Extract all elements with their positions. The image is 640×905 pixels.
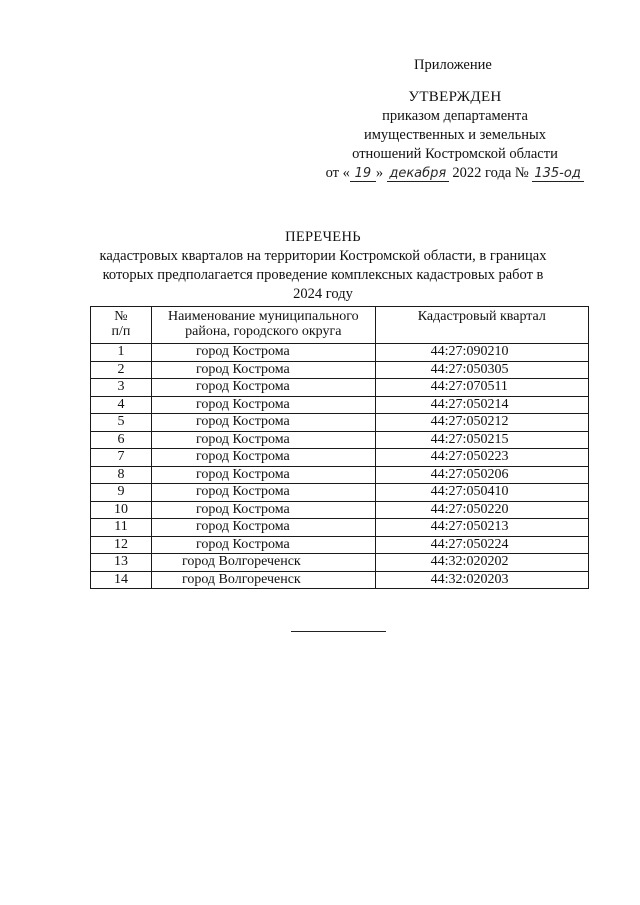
order-line-2: имущественных и земельных xyxy=(363,127,546,143)
row-name: город Кострома xyxy=(151,344,375,362)
header-name xyxy=(151,307,375,344)
row-name: город Кострома xyxy=(151,484,375,502)
row-name: город Волгореченск xyxy=(151,554,375,572)
date-year: 2022 года № xyxy=(452,165,529,181)
row-code: 44:27:050215 xyxy=(375,431,588,449)
row-code: 44:27:090210 xyxy=(375,344,588,362)
row-code: 44:27:050223 xyxy=(375,449,588,467)
row-name: город Кострома xyxy=(151,449,375,467)
row-num: 11 xyxy=(91,519,152,537)
table-row xyxy=(91,571,589,589)
row-num: 8 xyxy=(91,466,152,484)
row-name: город Волгореченск xyxy=(151,571,375,589)
row-code: 44:27:050224 xyxy=(375,536,588,554)
table-row xyxy=(91,466,589,484)
document-title xyxy=(88,228,558,304)
header-name-line-1: Наименование муниципального xyxy=(167,309,359,324)
table-row xyxy=(91,519,589,537)
approved-label: УТВЕРЖДЕН xyxy=(408,89,502,105)
table-row xyxy=(91,484,589,502)
order-line-3: отношений Костромской области xyxy=(352,146,558,162)
title-line-1: кадастровых кварталов на территории Костромской области, в границах xyxy=(99,248,547,264)
title-heading: ПЕРЕЧЕНЬ xyxy=(285,229,361,245)
table-row xyxy=(91,344,589,362)
table-row xyxy=(91,379,589,397)
header-name-line-2: района, городского округа xyxy=(185,324,342,339)
table-row xyxy=(91,501,589,519)
date-mid: » xyxy=(375,165,384,181)
row-num: 14 xyxy=(91,571,152,589)
date-prefix: от « xyxy=(325,165,350,181)
handwritten-month: декабря xyxy=(387,166,449,182)
row-code: 44:27:050220 xyxy=(375,501,588,519)
row-name: город Кострома xyxy=(151,536,375,554)
title-line-3: 2024 году xyxy=(293,286,353,302)
row-name: город Кострома xyxy=(151,396,375,414)
row-num: 13 xyxy=(91,554,152,572)
header-num-line-2: п/п xyxy=(111,324,131,339)
row-num: 7 xyxy=(91,449,152,467)
order-date-line xyxy=(320,164,590,183)
row-code: 44:27:050214 xyxy=(375,396,588,414)
row-name: город Кострома xyxy=(151,466,375,484)
row-num: 12 xyxy=(91,536,152,554)
table-body xyxy=(91,344,589,589)
header-num xyxy=(91,307,152,344)
table-row xyxy=(91,414,589,432)
row-name: город Кострома xyxy=(151,501,375,519)
header-num-line-1: № xyxy=(114,309,128,324)
table-row xyxy=(91,431,589,449)
row-name: город Кострома xyxy=(151,431,375,449)
table-row xyxy=(91,449,589,467)
row-name: город Кострома xyxy=(151,519,375,537)
header-code-label: Кадастровый квартал xyxy=(417,309,546,324)
row-code: 44:27:070511 xyxy=(375,379,588,397)
table-header-row xyxy=(91,307,589,344)
row-num: 3 xyxy=(91,379,152,397)
row-name: город Кострома xyxy=(151,379,375,397)
row-code: 44:32:020202 xyxy=(375,554,588,572)
closing-separator-line xyxy=(291,631,386,632)
order-line-1: приказом департамента xyxy=(382,108,528,124)
row-name: город Кострома xyxy=(151,414,375,432)
header-code xyxy=(375,307,588,344)
row-num: 5 xyxy=(91,414,152,432)
table-row xyxy=(91,536,589,554)
row-code: 44:32:020203 xyxy=(375,571,588,589)
handwritten-day: 19 xyxy=(350,166,376,182)
row-num: 6 xyxy=(91,431,152,449)
row-code: 44:27:050213 xyxy=(375,519,588,537)
table-row xyxy=(91,361,589,379)
row-num: 9 xyxy=(91,484,152,502)
row-code: 44:27:050212 xyxy=(375,414,588,432)
row-num: 4 xyxy=(91,396,152,414)
cadastral-table xyxy=(90,306,589,589)
title-line-2: которых предполагается проведение комплексных кадастровых работ в xyxy=(102,267,544,283)
row-code: 44:27:050206 xyxy=(375,466,588,484)
table-row xyxy=(91,554,589,572)
row-num: 1 xyxy=(91,344,152,362)
appendix-label: Приложение xyxy=(414,57,492,73)
approval-block xyxy=(320,88,590,183)
row-name: город Кострома xyxy=(151,361,375,379)
handwritten-order-number: 135-од xyxy=(532,166,584,182)
row-code: 44:27:050410 xyxy=(375,484,588,502)
row-num: 2 xyxy=(91,361,152,379)
table-row xyxy=(91,396,589,414)
row-code: 44:27:050305 xyxy=(375,361,588,379)
row-num: 10 xyxy=(91,501,152,519)
